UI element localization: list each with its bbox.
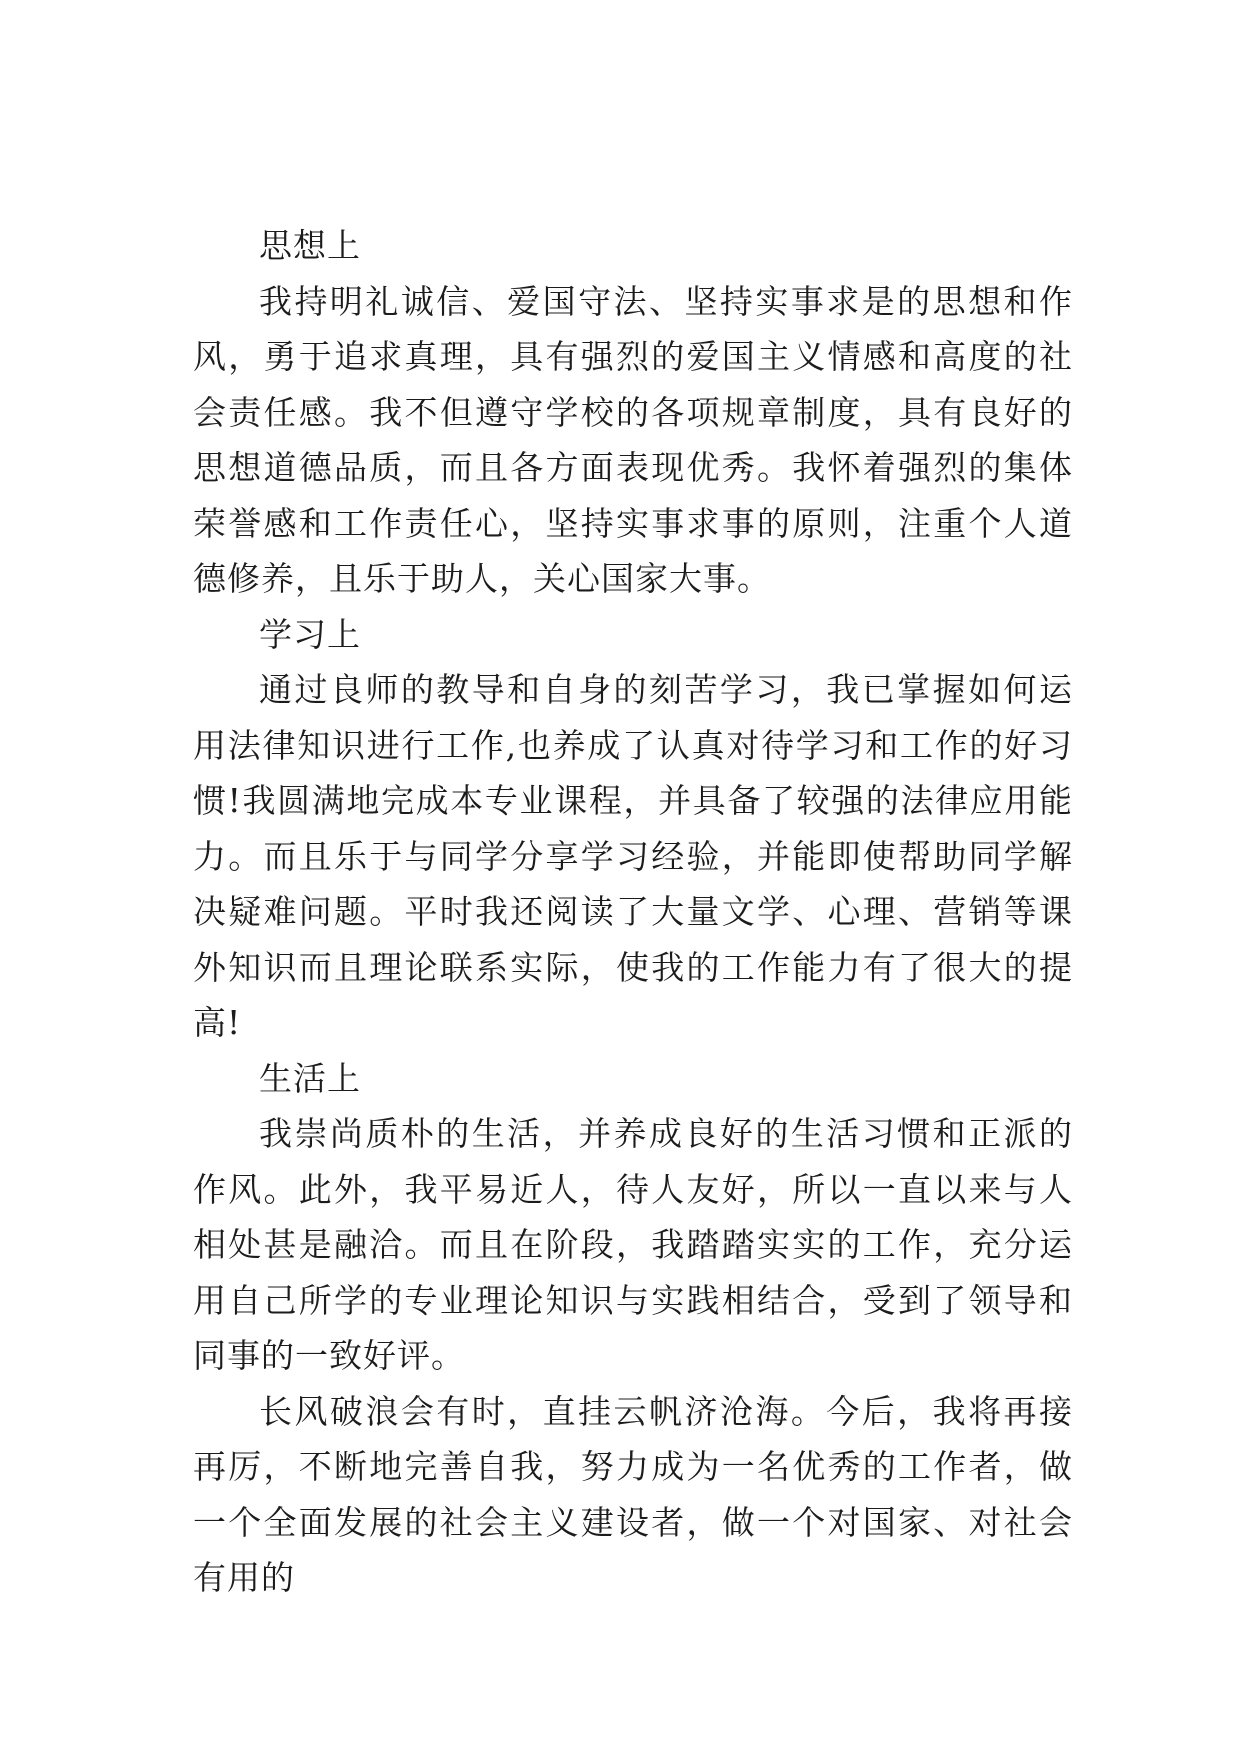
document-body <box>193 218 1073 1606</box>
section-heading-thought: 思想上 <box>259 226 361 265</box>
section-paragraph-thought: 我持明礼诚信、爱国守法、坚持实事求是的思想和作风，勇于追求真理，具有强烈的爱国主义情感和高度的社会责任感。我不但遵守学校的各项规章制度，具有良好的思想道德品质，而且各方面表现优秀。我怀着强烈的集体荣誉感和工作责任心，坚持实事求事的原则，注重个人道德修养，且乐于助人，关心国家大事。 <box>193 281 1073 598</box>
section-paragraph-study: 通过良师的教导和自身的刻苦学习，我已掌握如何运用法律知识进行工作,也养成了认真对待学习和工作的好习惯!我圆满地完成本专业课程，并具备了较强的法律应用能力。而且乐于与同学分享学习经验，并能即使帮助同学解决疑难问题。平时我还阅读了大量文学、心理、营销等课外知识而且理论联系实际，使我的工作能力有了很大的提高! <box>193 670 1073 1042</box>
section-heading-life: 生活上 <box>259 1058 361 1098</box>
section-paragraph-life: 我崇尚质朴的生活，并养成良好的生活习惯和正派的作风。此外，我平易近人，待人友好，所以一直以来与人相处甚是融洽。而且在阶段，我踏踏实实的工作，充分运用自己所学的专业理论知识与实践相结合，受到了领导和同事的一致好评。 <box>193 1114 1073 1375</box>
closing-paragraph: 长风破浪会有时，直挂云帆济沧海。今后，我将再接再厉，不断地完善自我，努力成为一名优秀的工作者，做一个全面发展的社会主义建设者，做一个对国家、对社会有用的 <box>193 1391 1073 1597</box>
section-heading-study: 学习上 <box>259 614 361 654</box>
